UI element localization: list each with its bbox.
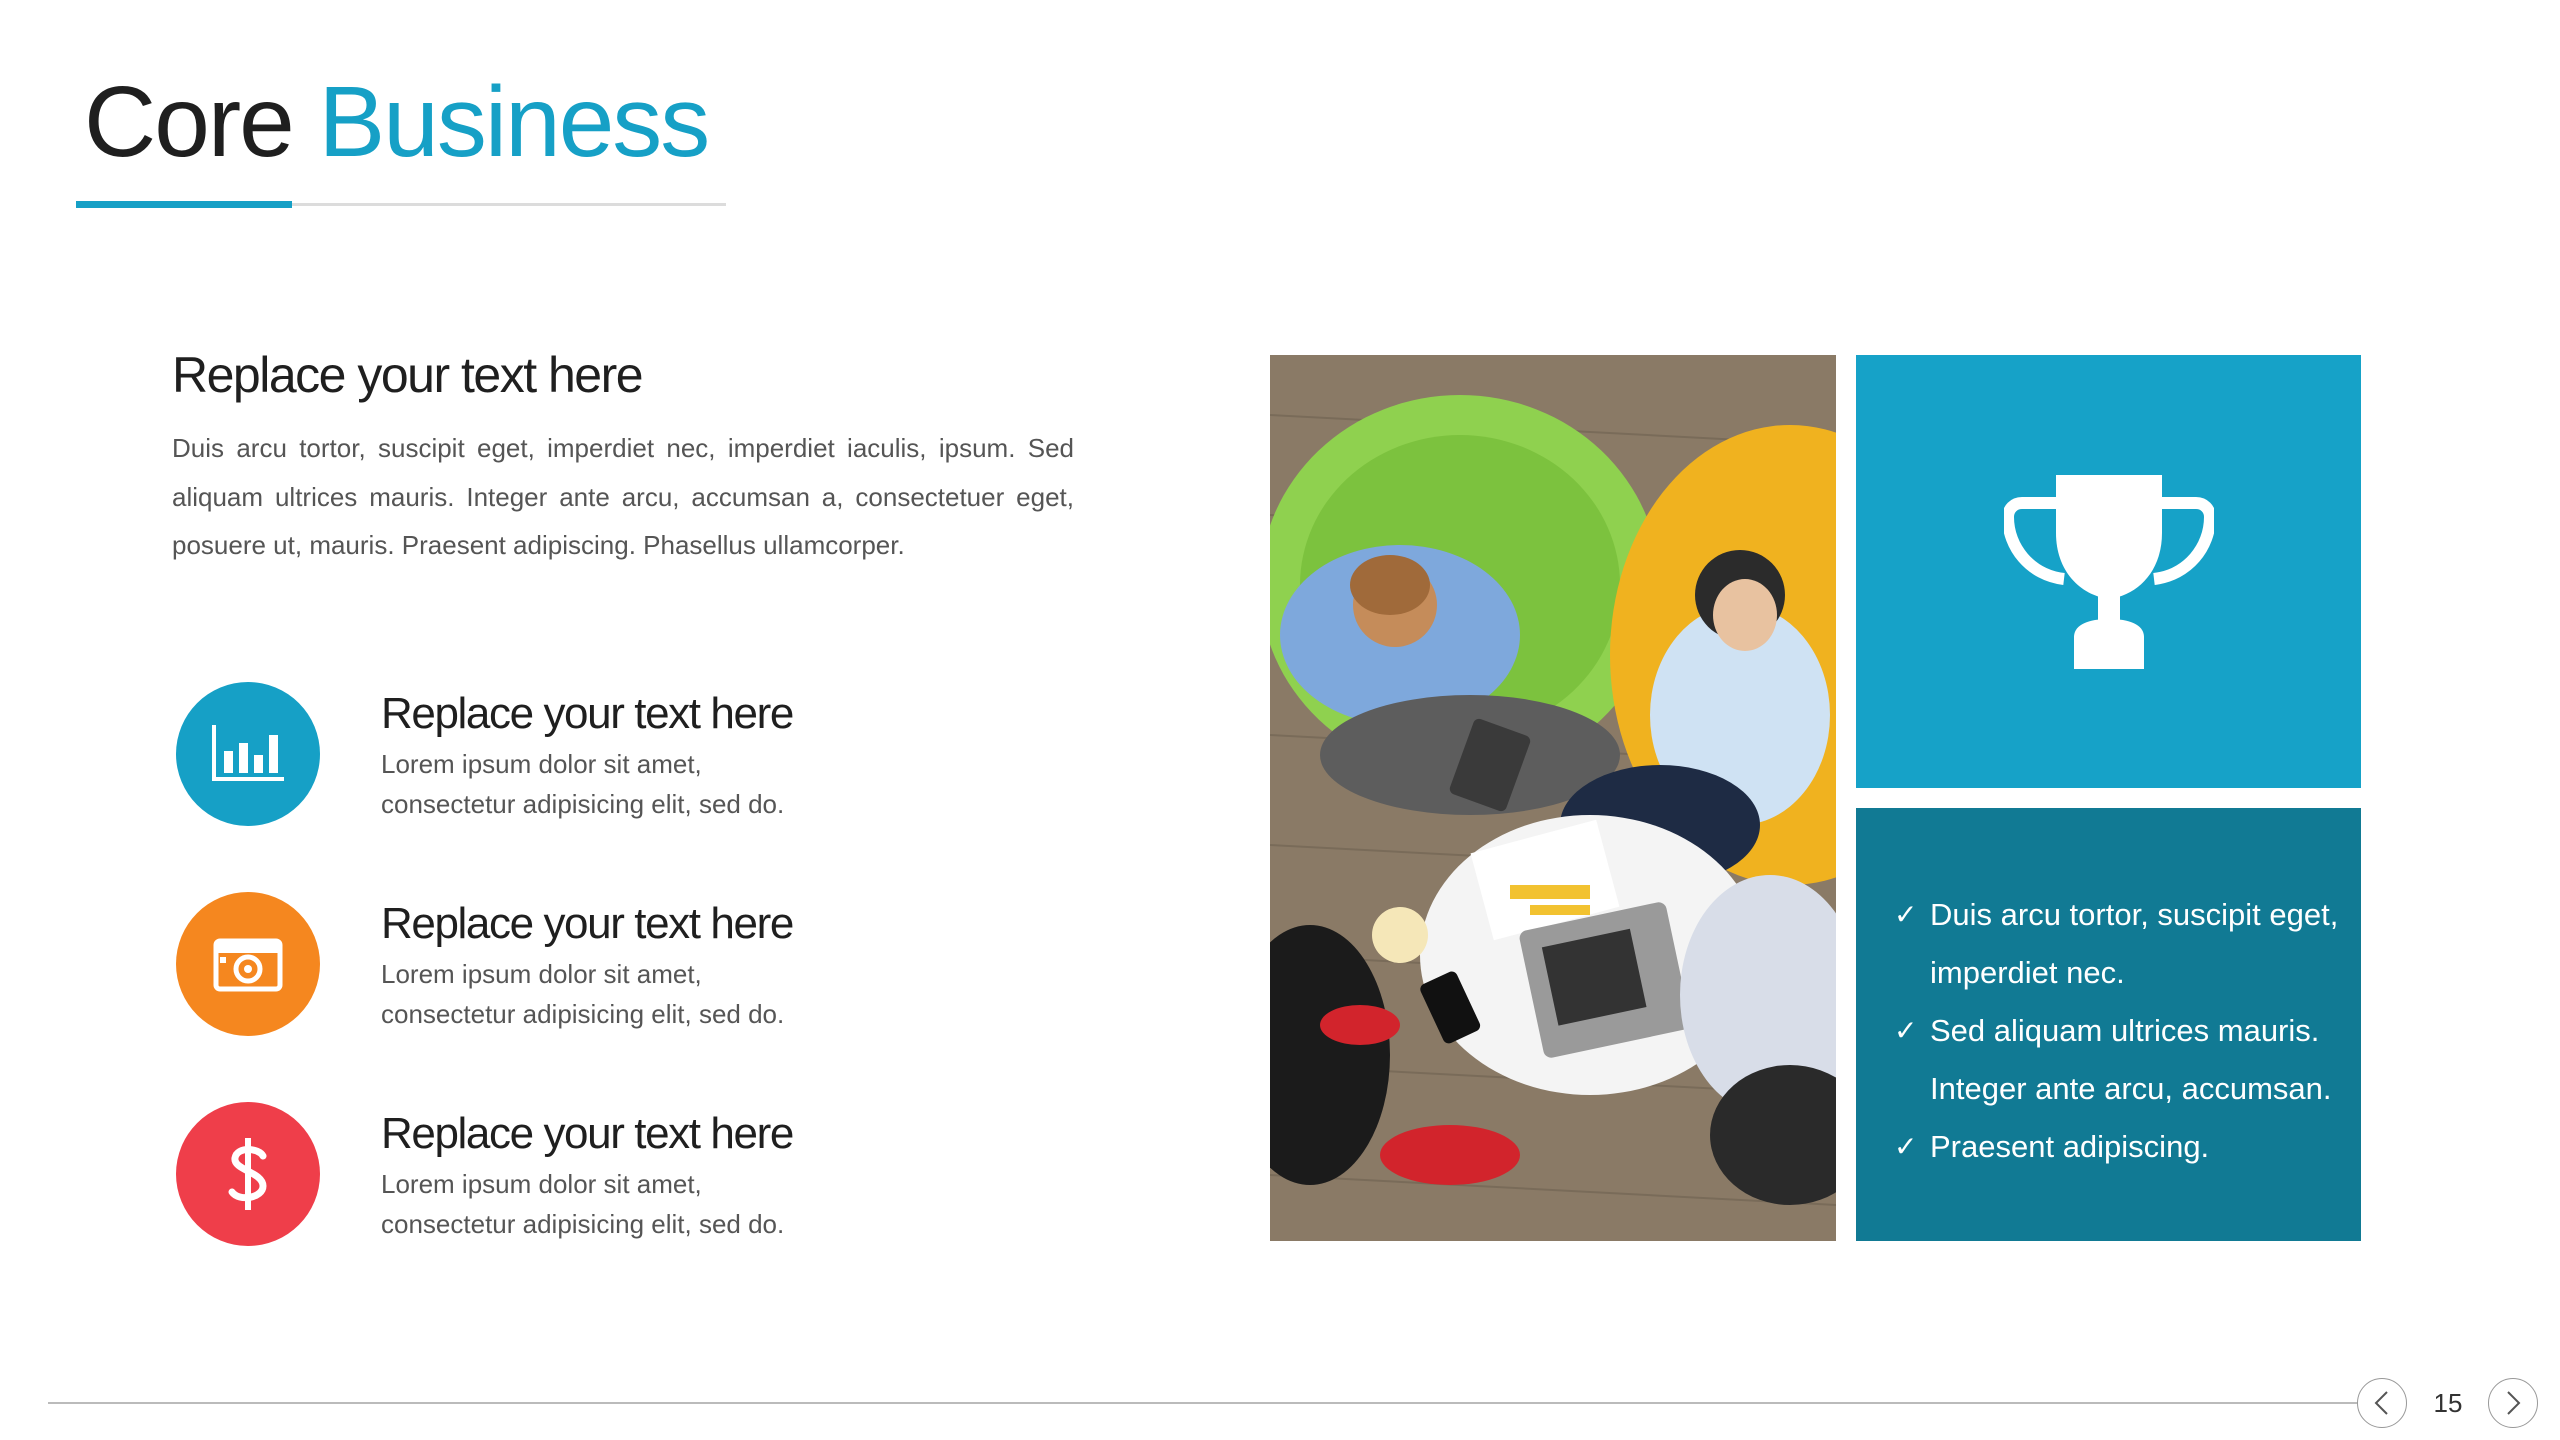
check-icon: ✓: [1894, 1131, 1918, 1162]
feature-title: Replace your text here: [381, 689, 793, 738]
checklist-item: [1894, 886, 2344, 1002]
feature-item-2: [381, 894, 941, 1034]
intro-body: Duis arcu tortor, suscipit eget, imperdiet nec, imperdiet iaculis, ipsum. Sed aliquam ultrices mauris. Integer ante arcu, accumsan a, consectetuer eget, posuere ut, mauris. Praesent adipiscing. Phasellus ullamcorper.: [172, 433, 1074, 560]
feature-desc-line1: Lorem ipsum dolor sit amet,: [381, 1169, 702, 1199]
feature-item-1: [381, 684, 941, 824]
check-icon: ✓: [1894, 899, 1918, 930]
feature-desc-line1: Lorem ipsum dolor sit amet,: [381, 749, 702, 779]
dollar-icon: [223, 1136, 273, 1212]
trophy-icon: [2004, 475, 2214, 669]
chevron-left-icon: [2371, 1390, 2393, 1416]
next-slide-button[interactable]: [2488, 1378, 2538, 1428]
feature-item-3: [381, 1104, 941, 1244]
checklist-item-text: Praesent adipiscing.: [1930, 1129, 2210, 1164]
trophy-panel: [1856, 355, 2361, 788]
camera-icon: [212, 935, 284, 993]
previous-slide-button[interactable]: [2357, 1378, 2407, 1428]
title-word-business: Business: [318, 66, 709, 178]
checklist-item-text: Sed aliquam ultrices mauris. Integer ante arcu, accumsan.: [1930, 1013, 2332, 1106]
check-icon: ✓: [1894, 1015, 1918, 1046]
feature-title: Replace your text here: [381, 1109, 793, 1158]
feature-desc-line2: consectetur adipisicing elit, sed do.: [381, 999, 785, 1029]
footer-divider: [48, 1402, 2358, 1404]
bar-chart-icon: [210, 723, 286, 785]
chevron-right-icon: [2502, 1390, 2524, 1416]
checklist-panel: [1856, 808, 2361, 1241]
title-word-core: Core: [84, 66, 293, 178]
page-title: [84, 62, 708, 182]
feature-icon-circle-1: [176, 682, 320, 826]
team-meeting-photo: [1270, 355, 1836, 1241]
title-underline-accent: [76, 201, 292, 208]
page-number: 15: [2433, 1388, 2463, 1418]
checklist-item: [1894, 1002, 2344, 1118]
intro-heading: Replace your text here: [172, 347, 643, 403]
feature-title: Replace your text here: [381, 899, 793, 948]
checklist-item-text: Duis arcu tortor, suscipit eget, imperdiet nec.: [1930, 897, 2339, 990]
feature-desc-line2: consectetur adipisicing elit, sed do.: [381, 789, 785, 819]
feature-icon-circle-3: [176, 1102, 320, 1246]
feature-icon-circle-2: [176, 892, 320, 1036]
feature-desc-line2: consectetur adipisicing elit, sed do.: [381, 1209, 785, 1239]
checklist: [1894, 886, 2344, 1176]
feature-desc-line1: Lorem ipsum dolor sit amet,: [381, 959, 702, 989]
checklist-item: [1894, 1118, 2344, 1176]
